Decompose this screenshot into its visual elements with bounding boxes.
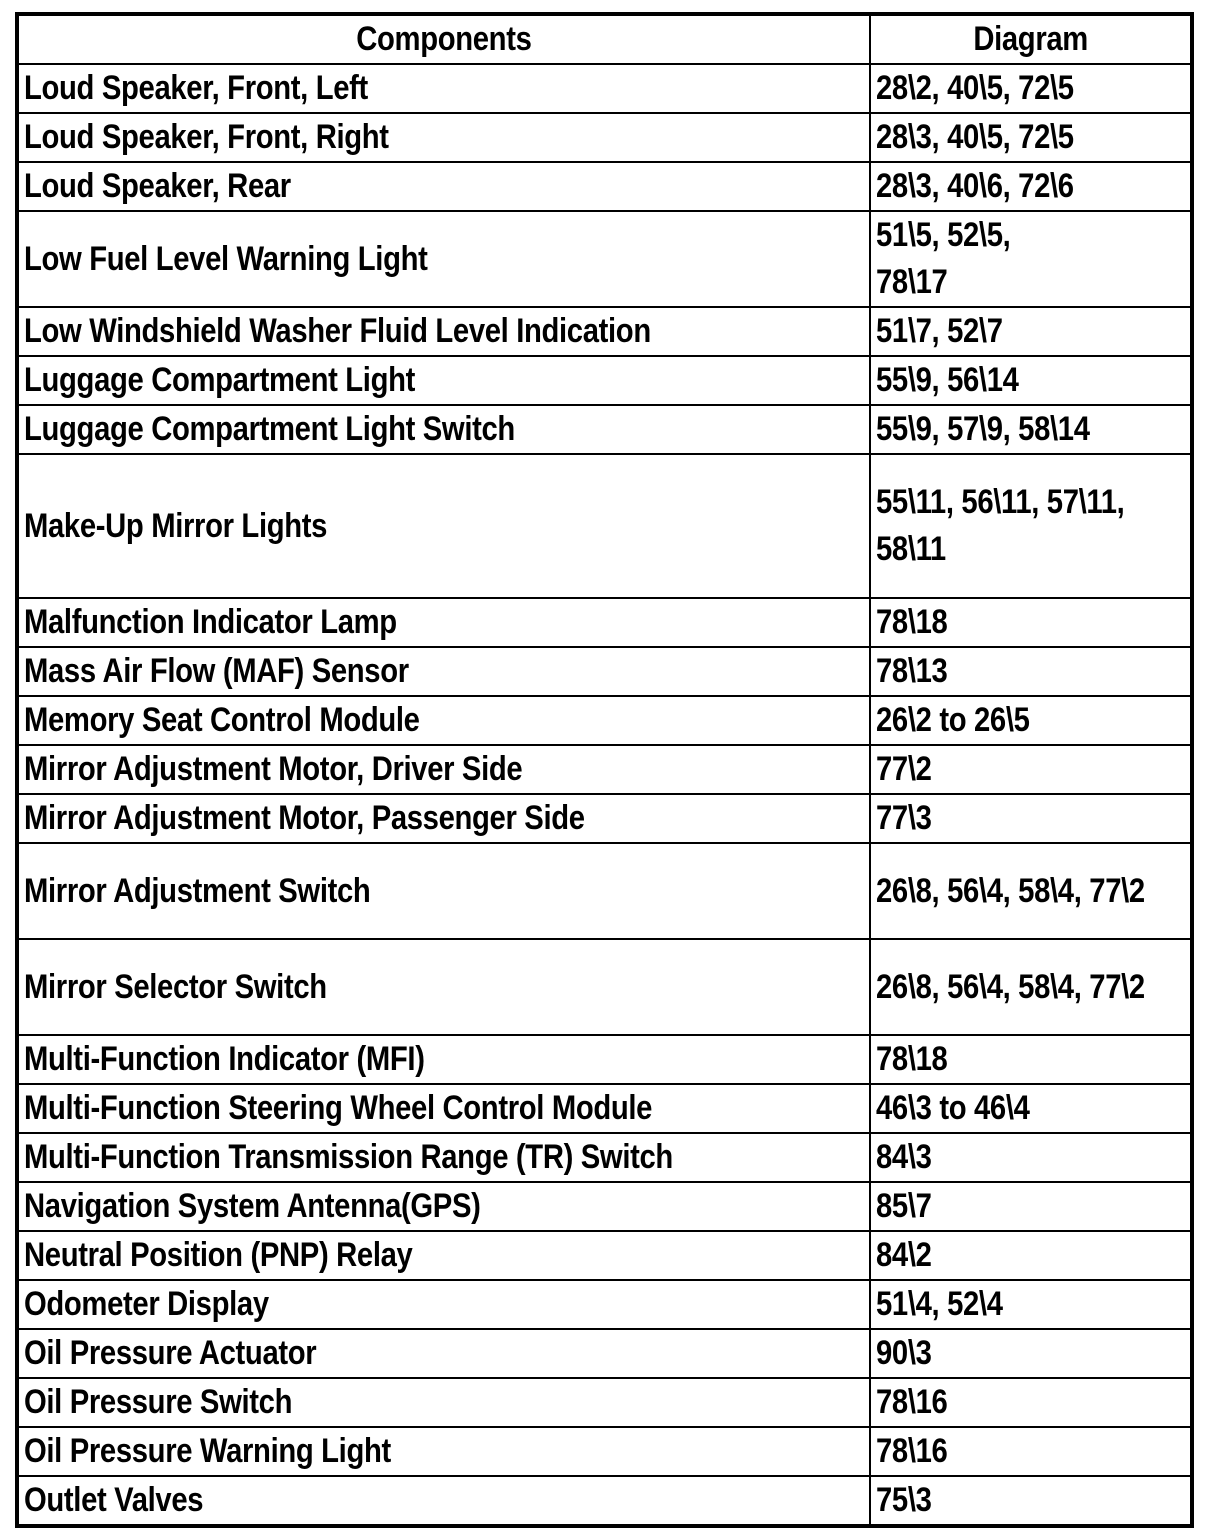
component-diagram-table	[15, 12, 1194, 1528]
diagram-header-text: Diagram	[973, 20, 1088, 58]
component-cell	[17, 598, 870, 647]
diagram-cell	[870, 939, 1192, 1035]
diagram-reference: 78\13	[876, 652, 948, 690]
component-name: Low Fuel Level Warning Light	[24, 239, 428, 278]
component-name: Mass Air Flow (MAF) Sensor	[24, 652, 409, 690]
diagram-cell	[870, 647, 1192, 696]
table-row	[17, 1133, 1192, 1182]
component-cell	[17, 1035, 870, 1084]
component-cell	[17, 356, 870, 405]
component-cell	[17, 1476, 870, 1526]
diagram-reference: 51\5, 52\5,	[876, 216, 1011, 254]
diagram-reference: 28\3, 40\6, 72\6	[876, 167, 1074, 205]
component-name: Luggage Compartment Light Switch	[24, 410, 515, 448]
component-cell	[17, 307, 870, 356]
component-cell	[17, 1133, 870, 1182]
diagram-reference: 75\3	[876, 1481, 932, 1519]
component-cell	[17, 843, 870, 939]
diagram-cell	[870, 794, 1192, 843]
diagram-reference: 28\2, 40\5, 72\5	[876, 69, 1074, 107]
table-row	[17, 1182, 1192, 1231]
diagram-cell	[870, 1231, 1192, 1280]
table-row	[17, 1476, 1192, 1526]
diagram-cell	[870, 64, 1192, 113]
table-header-row	[17, 14, 1192, 64]
table-row	[17, 843, 1192, 939]
table-row	[17, 1378, 1192, 1427]
diagram-cell	[870, 1476, 1192, 1526]
diagram-reference: 55\11, 56\11, 57\11,	[876, 483, 1125, 521]
table-row	[17, 113, 1192, 162]
diagram-reference: 26\8, 56\4, 58\4, 77\2	[876, 967, 1145, 1006]
diagram-reference: 78\16	[876, 1383, 948, 1421]
table-row	[17, 1329, 1192, 1378]
table-row	[17, 598, 1192, 647]
component-name: Multi-Function Transmission Range (TR) Switch	[24, 1138, 673, 1176]
component-name: Memory Seat Control Module	[24, 701, 420, 739]
component-cell	[17, 64, 870, 113]
diagram-reference: 46\3 to 46\4	[876, 1089, 1030, 1127]
diagram-cell	[870, 356, 1192, 405]
component-cell	[17, 1231, 870, 1280]
component-cell	[17, 405, 870, 454]
diagram-reference: 78\17	[876, 263, 948, 301]
table-row	[17, 1084, 1192, 1133]
table-body	[17, 64, 1192, 1526]
diagram-reference: 78\18	[876, 1040, 948, 1078]
component-cell	[17, 745, 870, 794]
component-name: Multi-Function Steering Wheel Control Module	[24, 1089, 653, 1127]
component-name: Mirror Adjustment Motor, Passenger Side	[24, 799, 585, 837]
table-row	[17, 1231, 1192, 1280]
component-name: Navigation System Antenna(GPS)	[24, 1187, 481, 1225]
component-cell	[17, 162, 870, 211]
diagram-cell	[870, 1427, 1192, 1476]
diagram-cell	[870, 1280, 1192, 1329]
component-cell	[17, 1427, 870, 1476]
diagram-column-header	[870, 14, 1192, 64]
component-name: Odometer Display	[24, 1285, 269, 1323]
diagram-cell	[870, 1035, 1192, 1084]
component-cell	[17, 113, 870, 162]
component-name: Loud Speaker, Rear	[24, 167, 291, 205]
diagram-reference: 77\3	[876, 799, 932, 837]
component-name: Oil Pressure Switch	[24, 1383, 293, 1421]
table-row	[17, 211, 1192, 307]
table-row	[17, 454, 1192, 598]
diagram-cell	[870, 696, 1192, 745]
table-row	[17, 647, 1192, 696]
component-name: Loud Speaker, Front, Left	[24, 69, 368, 107]
table-row	[17, 794, 1192, 843]
component-cell	[17, 1280, 870, 1329]
diagram-cell	[870, 843, 1192, 939]
diagram-reference: 26\2 to 26\5	[876, 701, 1030, 739]
diagram-reference: 58\11	[876, 530, 946, 568]
diagram-reference: 78\16	[876, 1432, 948, 1470]
component-name: Outlet Valves	[24, 1481, 204, 1519]
table-row	[17, 745, 1192, 794]
diagram-cell	[870, 1182, 1192, 1231]
diagram-reference: 84\2	[876, 1236, 932, 1274]
diagram-reference: 28\3, 40\5, 72\5	[876, 118, 1074, 156]
component-cell	[17, 939, 870, 1035]
components-header-text: Components	[356, 20, 532, 58]
diagram-cell	[870, 1133, 1192, 1182]
diagram-cell	[870, 745, 1192, 794]
diagram-reference: 77\2	[876, 750, 932, 788]
component-cell	[17, 647, 870, 696]
component-name: Multi-Function Indicator (MFI)	[24, 1040, 425, 1078]
component-name: Oil Pressure Actuator	[24, 1334, 317, 1372]
diagram-reference: 78\18	[876, 603, 948, 641]
component-name: Mirror Adjustment Motor, Driver Side	[24, 750, 523, 788]
component-name: Loud Speaker, Front, Right	[24, 118, 389, 156]
table-row	[17, 64, 1192, 113]
component-name: Mirror Selector Switch	[24, 967, 327, 1006]
table-row	[17, 1035, 1192, 1084]
component-name: Mirror Adjustment Switch	[24, 871, 371, 910]
components-column-header	[17, 14, 870, 64]
diagram-cell	[870, 1084, 1192, 1133]
diagram-reference: 55\9, 56\14	[876, 361, 1019, 399]
table-row	[17, 307, 1192, 356]
table-row	[17, 1280, 1192, 1329]
component-cell	[17, 1182, 870, 1231]
component-cell	[17, 1378, 870, 1427]
table-row	[17, 939, 1192, 1035]
component-name: Malfunction Indicator Lamp	[24, 603, 397, 641]
diagram-cell	[870, 1378, 1192, 1427]
component-name: Low Windshield Washer Fluid Level Indication	[24, 312, 651, 350]
diagram-reference: 85\7	[876, 1187, 932, 1225]
component-name: Make-Up Mirror Lights	[24, 506, 328, 545]
diagram-cell	[870, 307, 1192, 356]
table-row	[17, 405, 1192, 454]
diagram-cell	[870, 454, 1192, 598]
diagram-reference: 51\7, 52\7	[876, 312, 1003, 350]
component-name: Oil Pressure Warning Light	[24, 1432, 391, 1470]
diagram-cell	[870, 211, 1192, 307]
component-name: Luggage Compartment Light	[24, 361, 416, 399]
component-name: Neutral Position (PNP) Relay	[24, 1236, 413, 1274]
diagram-cell	[870, 162, 1192, 211]
component-cell	[17, 1084, 870, 1133]
component-cell	[17, 211, 870, 307]
diagram-cell	[870, 113, 1192, 162]
component-cell	[17, 794, 870, 843]
diagram-reference: 55\9, 57\9, 58\14	[876, 410, 1090, 448]
table-row	[17, 356, 1192, 405]
table-row	[17, 696, 1192, 745]
component-cell	[17, 454, 870, 598]
table-row	[17, 162, 1192, 211]
component-cell	[17, 696, 870, 745]
diagram-cell	[870, 1329, 1192, 1378]
component-cell	[17, 1329, 870, 1378]
table-row	[17, 1427, 1192, 1476]
diagram-reference: 51\4, 52\4	[876, 1285, 1003, 1323]
diagram-reference: 26\8, 56\4, 58\4, 77\2	[876, 871, 1145, 910]
diagram-cell	[870, 598, 1192, 647]
diagram-cell	[870, 405, 1192, 454]
diagram-reference: 90\3	[876, 1334, 932, 1372]
diagram-reference: 84\3	[876, 1138, 932, 1176]
